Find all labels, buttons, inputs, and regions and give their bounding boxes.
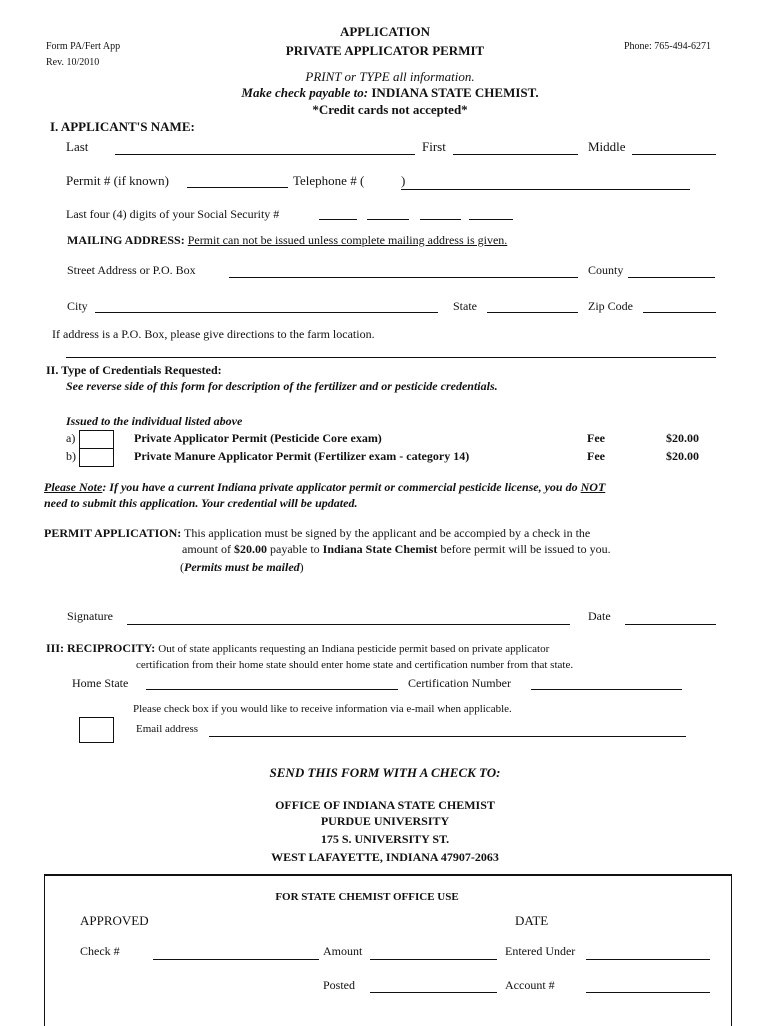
credentials-subheading: See reverse side of this form for description of the fertilizer and or pesticide credentials. xyxy=(66,379,498,393)
payable-to-text: payable to xyxy=(270,542,320,556)
last-name-label: Last xyxy=(66,139,89,154)
telephone-close-paren: ) xyxy=(401,173,406,188)
check-payable-note xyxy=(241,85,538,101)
ssn-label: Last four (4) digits of your Social Security # xyxy=(66,207,280,221)
mailing-address-note: Permit can not be issued unless complete mailing address is given. xyxy=(187,233,508,247)
please-note-text: : If you have a current Indiana private applicator permit or commercial pesticide license, you do xyxy=(102,480,578,494)
section-credentials-heading: II. Type of Credentials Requested: xyxy=(46,363,222,377)
ssn-digit-1[interactable] xyxy=(319,219,357,220)
please-note-not: NOT xyxy=(580,480,606,494)
credential-b-checkbox[interactable] xyxy=(79,448,114,467)
posted-field[interactable] xyxy=(370,992,497,993)
state-field[interactable] xyxy=(487,312,578,313)
city-label: City xyxy=(67,299,88,313)
entered-under-label: Entered Under xyxy=(505,944,576,958)
issued-note: Issued to the individual listed above xyxy=(66,414,243,428)
credential-b-fee-label: Fee xyxy=(587,449,605,463)
credential-a-label: Private Applicator Permit (Pesticide Core exam) xyxy=(134,431,382,445)
certification-number-field[interactable] xyxy=(531,689,682,690)
please-note xyxy=(44,480,605,495)
credential-a-fee: $20.00 xyxy=(666,431,699,445)
mailing-address-heading: MAILING ADDRESS: xyxy=(67,233,185,247)
check-number-label: Check # xyxy=(80,944,120,958)
farm-directions-field[interactable] xyxy=(66,357,716,358)
ssn-digit-2[interactable] xyxy=(367,219,409,220)
amount-field[interactable] xyxy=(370,959,497,960)
first-name-label: First xyxy=(422,139,446,154)
reciprocity-line1 xyxy=(46,641,549,656)
ssn-digit-4[interactable] xyxy=(469,219,513,220)
zip-code-label: Zip Code xyxy=(588,299,633,313)
phone-number: Phone: 765-494-6271 xyxy=(624,41,711,52)
account-number-field[interactable] xyxy=(586,992,710,993)
middle-name-field[interactable] xyxy=(632,154,716,155)
ssn-digit-3[interactable] xyxy=(420,219,461,220)
check-payee: INDIANA STATE CHEMIST. xyxy=(371,85,539,100)
office-use-heading: FOR STATE CHEMIST OFFICE USE xyxy=(275,891,459,903)
form-title-line1: APPLICATION xyxy=(339,24,431,39)
posted-label: Posted xyxy=(323,978,356,992)
permits-mailed-text: Permits must be mailed xyxy=(184,560,300,574)
address-line-3: 175 S. UNIVERSITY ST. xyxy=(320,832,450,846)
county-field[interactable] xyxy=(628,277,715,278)
account-number-label: Account # xyxy=(505,978,555,992)
credentials-subheading-text: See reverse side of this form for description of the fertilizer and or pesticide credentials xyxy=(66,379,495,393)
approved-label: APPROVED xyxy=(80,913,149,928)
permits-mailed-note xyxy=(180,560,304,575)
permit-application-heading: PERMIT APPLICATION: xyxy=(44,526,182,540)
check-payable-label: Make check payable to: xyxy=(241,85,369,100)
please-note-line2: need to submit this application. Your credential will be updated. xyxy=(44,496,358,510)
middle-name-label: Middle xyxy=(588,139,626,154)
reciprocity-line2: certification from their home state should enter home state and certification number from that state. xyxy=(136,659,574,671)
permit-payee: Indiana State Chemist xyxy=(322,542,438,556)
section-applicant-name-heading: I. APPLICANT'S NAME: xyxy=(50,119,195,134)
first-name-field[interactable] xyxy=(453,154,578,155)
form-id: Form PA/Fert App xyxy=(46,41,121,52)
email-opt-in-checkbox[interactable] xyxy=(79,717,114,743)
credential-b-letter: b) xyxy=(66,449,76,463)
mailing-address-heading-line xyxy=(67,233,507,248)
entered-under-field[interactable] xyxy=(586,959,710,960)
reciprocity-text: Out of state applicants requesting an Indiana pesticide permit based on private applicator xyxy=(158,643,550,655)
address-line-4: WEST LAFAYETTE, INDIANA 47907-2063 xyxy=(271,850,499,864)
city-field[interactable] xyxy=(95,312,438,313)
mailed-close-paren: ) xyxy=(299,560,304,574)
before-permit-text: before permit will be issued to you. xyxy=(440,542,611,556)
revision-date: Rev. 10/2010 xyxy=(46,57,100,68)
signature-field[interactable] xyxy=(127,624,570,625)
permit-application-line2 xyxy=(182,542,611,557)
credential-a-checkbox[interactable] xyxy=(79,430,114,449)
address-line-1: OFFICE OF INDIANA STATE CHEMIST xyxy=(275,798,495,812)
credit-card-note: *Credit cards not accepted* xyxy=(312,102,468,117)
permit-number-field[interactable] xyxy=(187,187,288,188)
address-line-2: PURDUE UNIVERSITY xyxy=(320,814,450,828)
street-address-label: Street Address or P.O. Box xyxy=(67,263,196,277)
state-label: State xyxy=(453,299,477,313)
credential-b-label: Private Manure Applicator Permit (Fertilizer exam - category 14) xyxy=(134,449,470,463)
mailed-open-paren: ( xyxy=(180,560,184,574)
permit-application-line1 xyxy=(44,526,590,541)
home-state-label: Home State xyxy=(72,676,129,690)
signature-label: Signature xyxy=(67,609,113,623)
street-address-field[interactable] xyxy=(229,277,578,278)
amount-of-text: amount of xyxy=(182,542,231,556)
zip-code-field[interactable] xyxy=(643,312,716,313)
email-address-label: Email address xyxy=(136,723,199,735)
credential-a-fee-label: Fee xyxy=(587,431,605,445)
last-name-field[interactable] xyxy=(115,154,415,155)
permit-number-label: Permit # (if known) xyxy=(66,173,169,188)
signature-date-field[interactable] xyxy=(625,624,716,625)
check-number-field[interactable] xyxy=(153,959,319,960)
credential-b-fee: $20.00 xyxy=(666,449,699,463)
office-date-label: DATE xyxy=(515,913,549,928)
county-label: County xyxy=(588,263,624,277)
permit-application-text: This application must be signed by the applicant and be accompied by a check in the xyxy=(184,526,591,540)
credential-a-letter: a) xyxy=(66,431,76,445)
signature-date-label: Date xyxy=(588,609,611,623)
telephone-label: Telephone # ( xyxy=(293,173,365,188)
form-title-line2: PRIVATE APPLICATOR PERMIT xyxy=(285,43,485,58)
email-checkbox-note: Please check box if you would like to receive information via e-mail when applicable. xyxy=(133,703,512,715)
please-note-lead: Please Note xyxy=(44,480,103,494)
po-box-note: If address is a P.O. Box, please give directions to the farm location. xyxy=(52,327,375,341)
reciprocity-heading: III: RECIPROCITY: xyxy=(46,641,156,655)
permit-fee-amount: $20.00 xyxy=(234,542,267,556)
email-address-field[interactable] xyxy=(209,736,686,737)
send-form-heading: SEND THIS FORM WITH A CHECK TO: xyxy=(269,765,501,780)
telephone-field[interactable] xyxy=(401,189,690,190)
home-state-field[interactable] xyxy=(146,689,398,690)
amount-label: Amount xyxy=(323,944,363,958)
certification-number-label: Certification Number xyxy=(408,676,511,690)
print-note: PRINT or TYPE all information. xyxy=(305,69,475,84)
